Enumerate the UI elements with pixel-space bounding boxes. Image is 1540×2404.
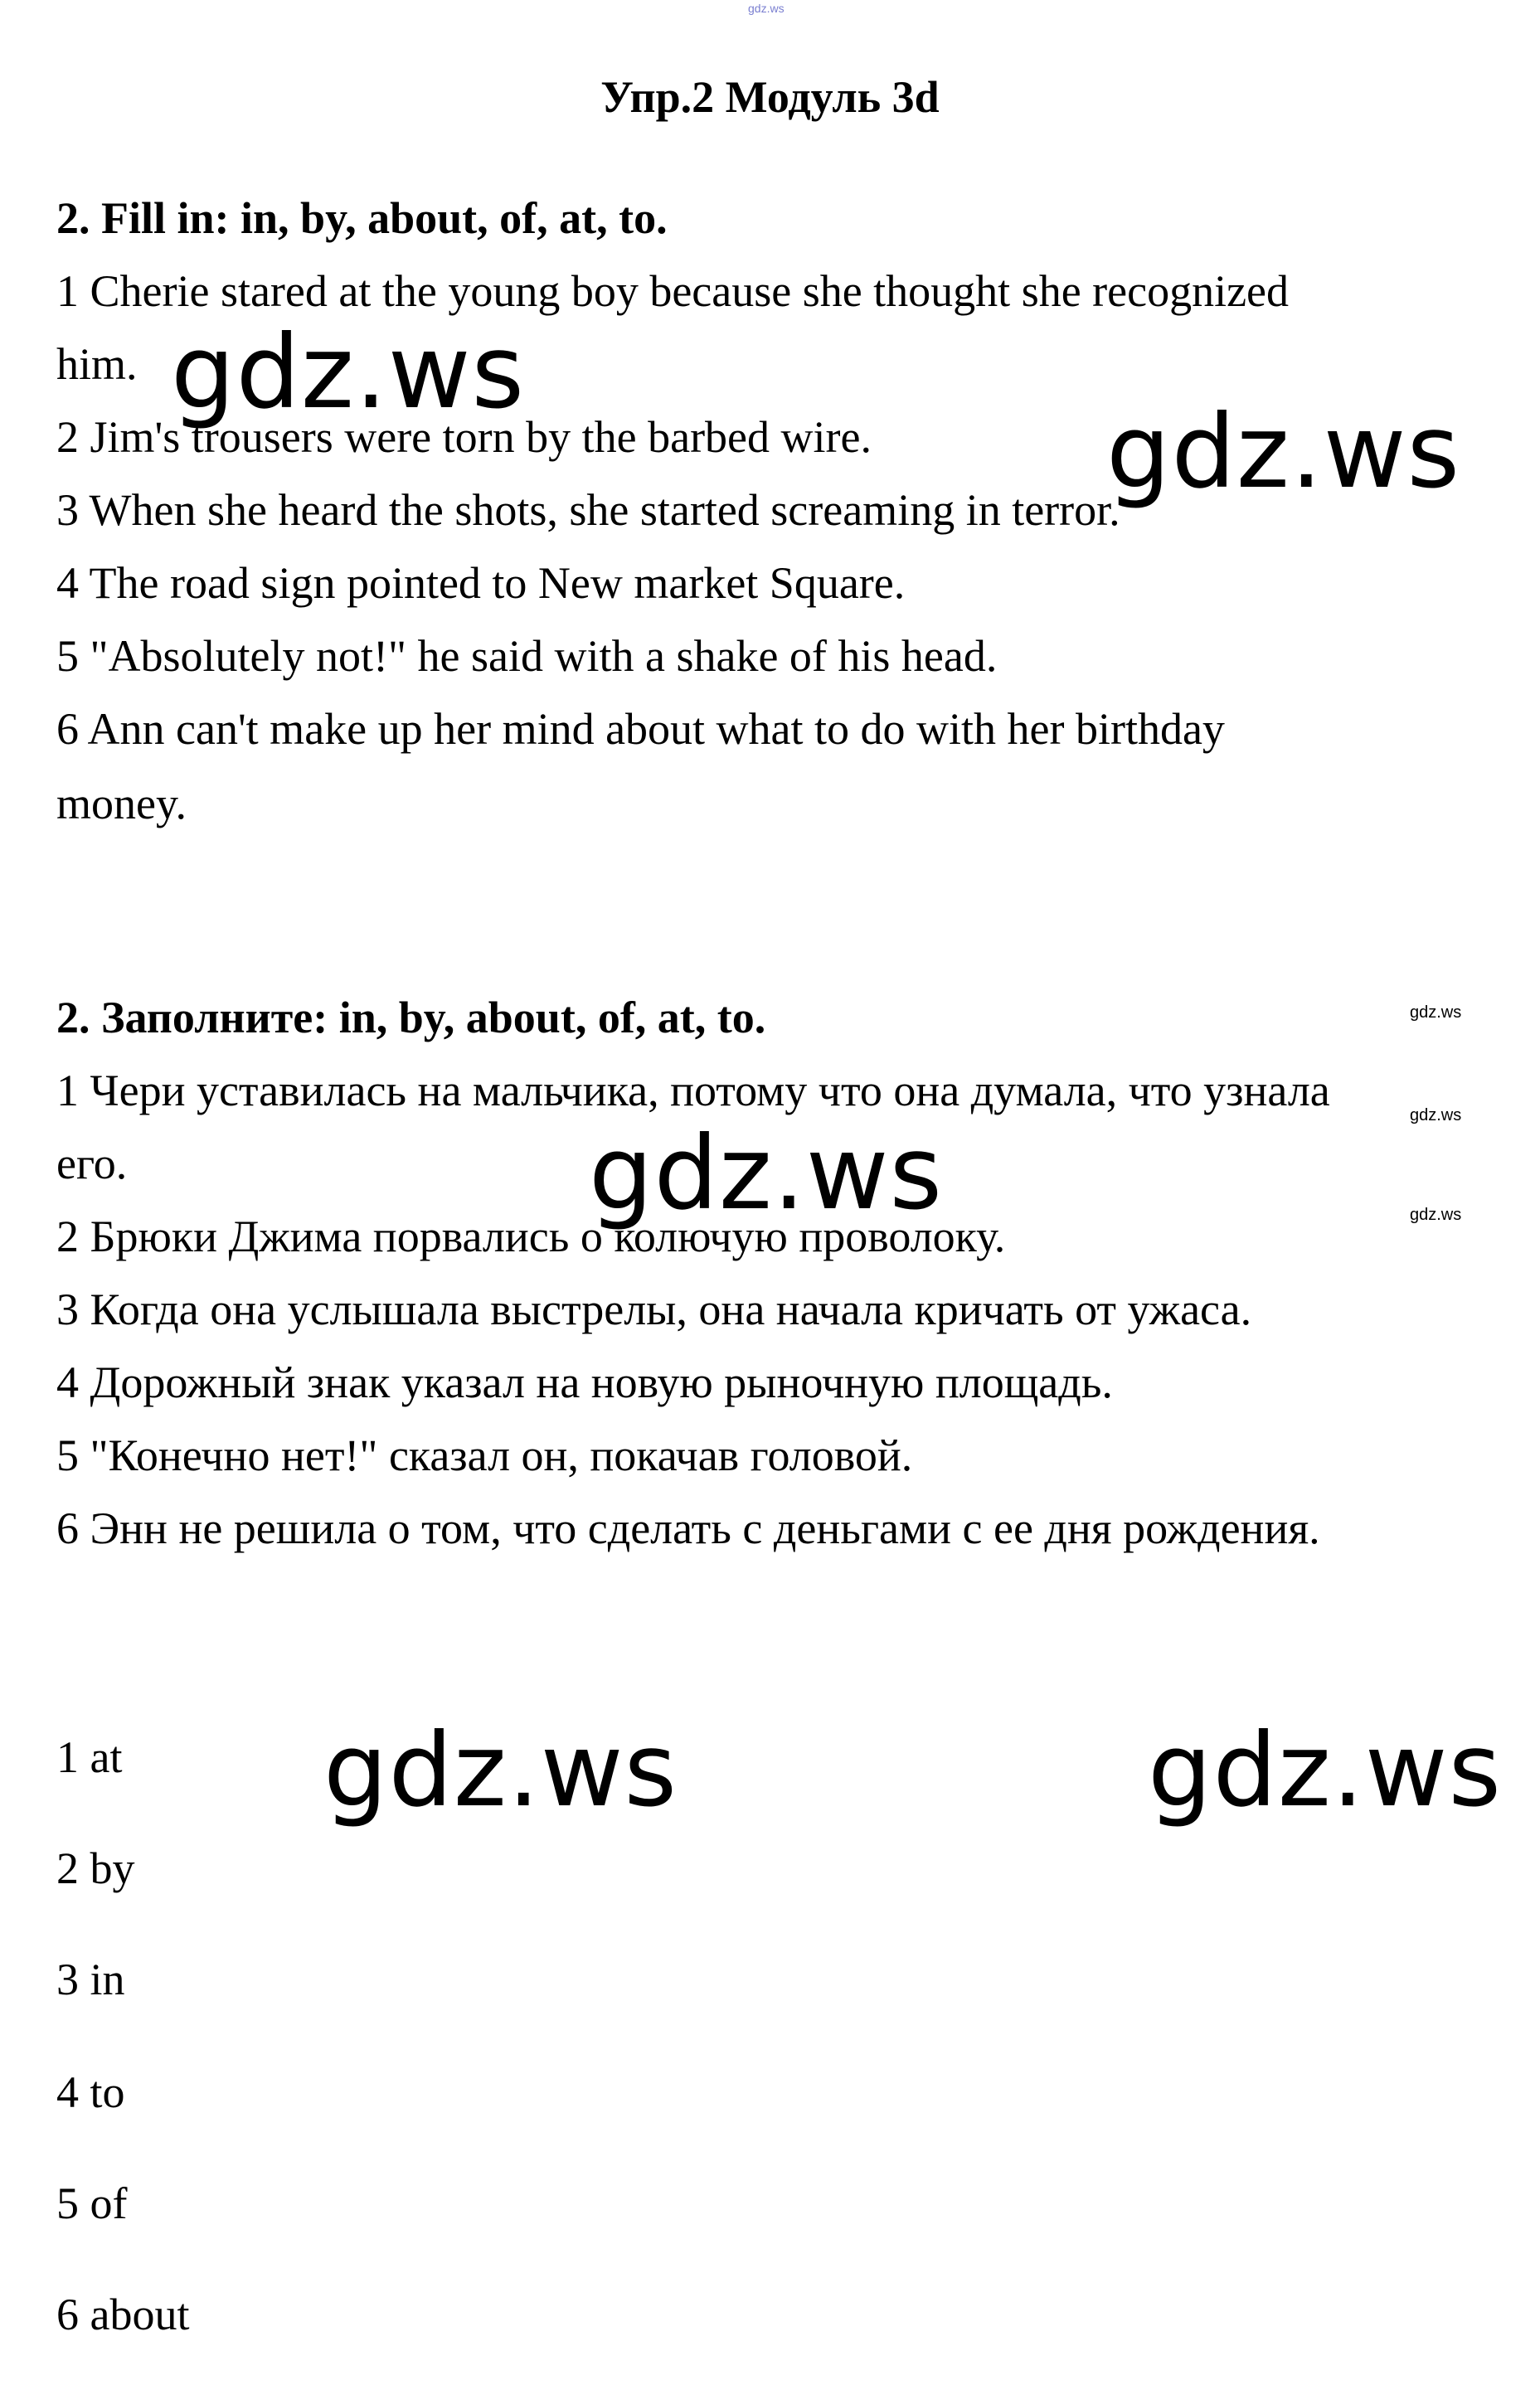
english-line-6: 6 Ann can't make up her mind about what to do with her birthday — [56, 704, 1225, 754]
watermark-3: gdz.ws — [589, 1115, 944, 1232]
watermark-4: gdz.ws — [323, 1712, 678, 1829]
russian-line-4: 4 Дорожный знак указал на новую рыночную площадь. — [56, 1357, 1113, 1407]
russian-heading: 2. Заполните: in, by, about, of, at, to. — [56, 993, 766, 1042]
english-line-1: 1 Cherie stared at the young boy because she thought she recognized — [56, 266, 1290, 316]
watermark-small-3: gdz.ws — [1410, 1206, 1462, 1224]
russian-line-5: 5 "Конечно нет!" сказал он, покачав головой. — [56, 1430, 913, 1480]
english-line-6-cont: money. — [56, 779, 187, 828]
answer-3: 3 in — [56, 1955, 125, 2004]
russian-line-6: 6 Энн не решила о том, что сделать с деньгами с ее дня рождения. — [56, 1503, 1320, 1553]
russian-line-2: 2 Брюки Джима порвались о колючую проволоку. — [56, 1212, 1006, 1261]
russian-line-1-cont: его. — [56, 1139, 128, 1188]
answer-6: 6 about — [56, 2290, 190, 2339]
english-heading: 2. Fill in: in, by, about, of, at, to. — [56, 193, 668, 243]
top-watermark: gdz.ws — [748, 2, 785, 15]
russian-line-1: 1 Чери уставилась на мальчика, потому что она думала, что узнала — [56, 1066, 1330, 1115]
answer-2: 2 by — [56, 1843, 135, 1893]
watermark-2: gdz.ws — [1106, 393, 1461, 511]
watermark-5: gdz.ws — [1148, 1712, 1503, 1829]
english-line-1-cont: him. — [56, 339, 138, 389]
russian-line-3: 3 Когда она услышала выстрелы, она начала кричать от ужаса. — [56, 1285, 1252, 1334]
watermark-small-1: gdz.ws — [1410, 1003, 1462, 1022]
page-title: Упр.2 Модуль 3d — [600, 72, 940, 122]
answer-1: 1 at — [56, 1732, 123, 1782]
answer-5: 5 of — [56, 2178, 128, 2228]
watermark-1: gdz.ws — [171, 313, 526, 431]
english-line-3: 3 When she heard the shots, she started screaming in terror. — [56, 485, 1120, 535]
answer-4: 4 to — [56, 2067, 125, 2117]
english-line-5: 5 "Absolutely not!" he said with a shake of his head. — [56, 631, 998, 681]
watermark-small-2: gdz.ws — [1410, 1106, 1462, 1124]
english-line-4: 4 The road sign pointed to New market Square. — [56, 558, 906, 608]
english-line-2: 2 Jim's trousers were torn by the barbed wire. — [56, 412, 872, 462]
